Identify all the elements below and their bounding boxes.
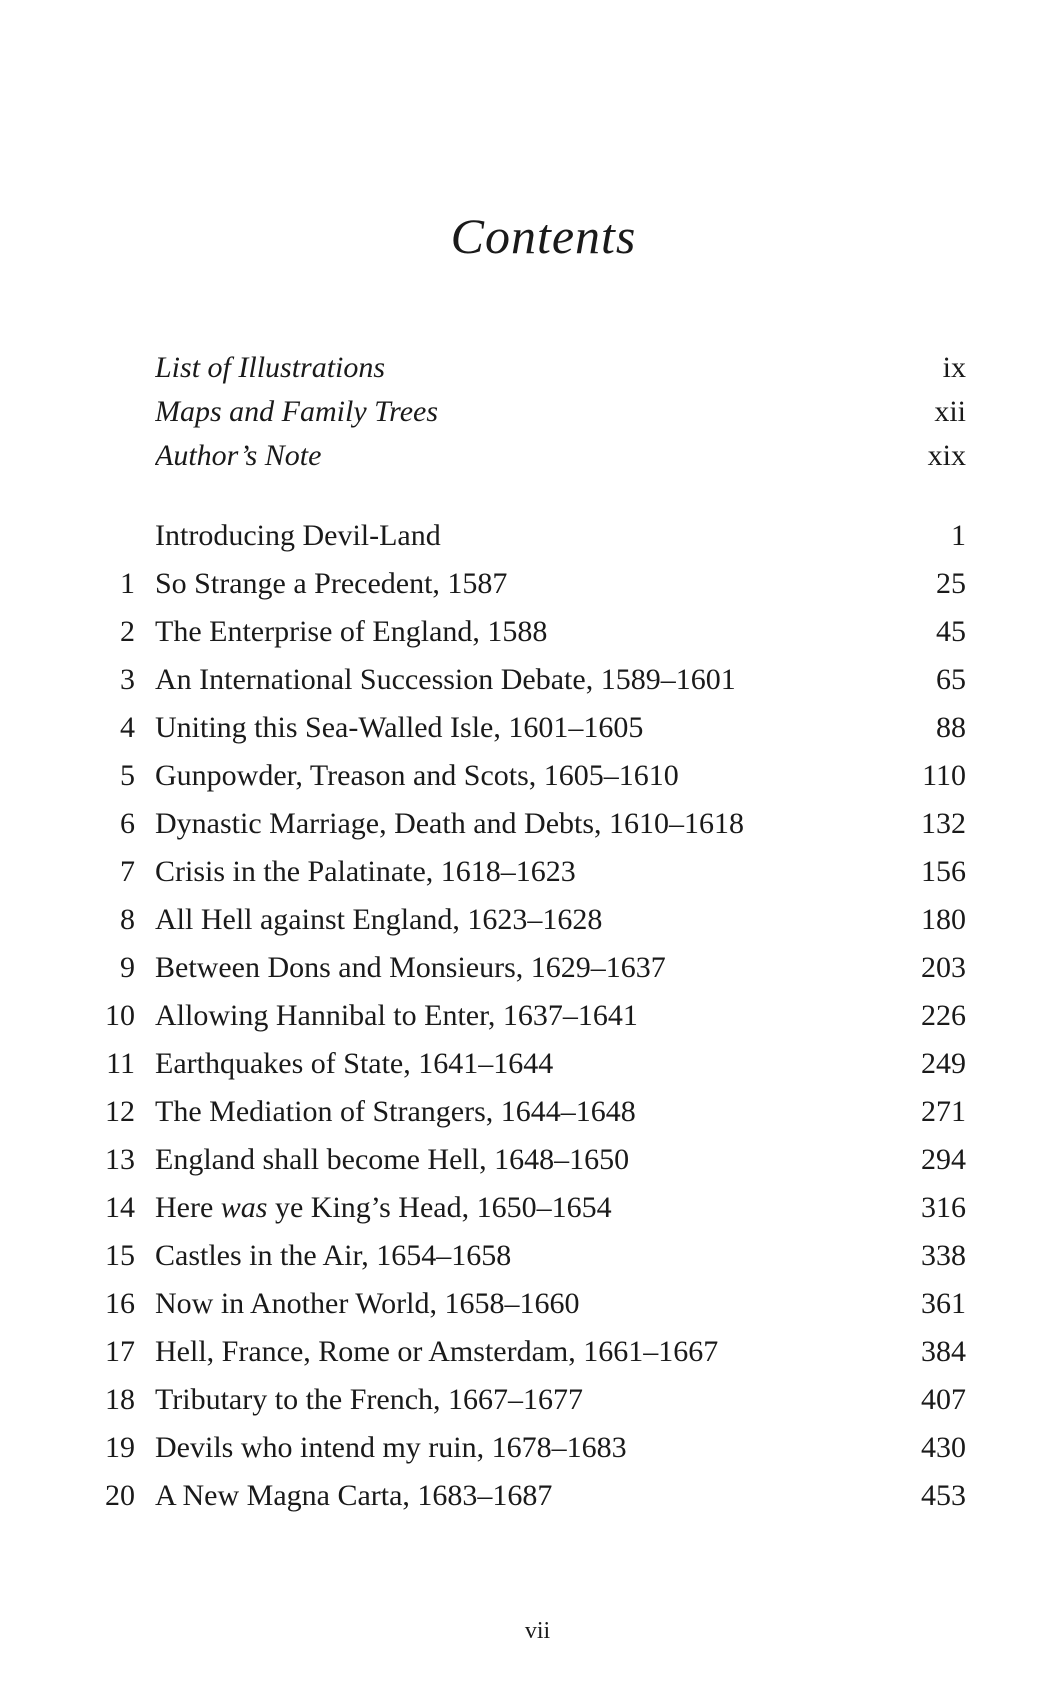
chapter-page-number: 338 <box>921 1239 966 1272</box>
chapter-page-number: 430 <box>921 1431 966 1464</box>
chapter-page-number: 180 <box>921 903 966 936</box>
chapter-title: Crisis in the Palatinate, 1618–1623 <box>155 855 576 888</box>
chapter-number: 19 <box>105 1431 135 1464</box>
chapter-page-number: 1 <box>951 519 966 552</box>
chapter-list <box>92 512 966 1520</box>
chapter-number: 14 <box>105 1191 135 1224</box>
chapter-number: 9 <box>120 951 135 984</box>
toc-chapter-row <box>92 1472 966 1520</box>
chapter-number: 18 <box>105 1383 135 1416</box>
toc-chapter-row <box>92 512 966 560</box>
chapter-title: A New Magna Carta, 1683–1687 <box>155 1479 553 1512</box>
toc-chapter-row <box>92 896 966 944</box>
chapter-title: Here was ye King’s Head, 1650–1654 <box>155 1191 612 1224</box>
toc-chapter-row <box>92 608 966 656</box>
chapter-title: Tributary to the French, 1667–1677 <box>155 1383 584 1416</box>
folio-page-number: vii <box>524 1618 551 1644</box>
chapter-title: Castles in the Air, 1654–1658 <box>155 1239 512 1272</box>
chapter-page-number: 156 <box>921 855 966 888</box>
chapter-number: 7 <box>120 855 135 888</box>
chapter-page-number: 88 <box>936 711 966 744</box>
chapter-page-number: 45 <box>936 615 966 648</box>
toc-chapter-row <box>92 1424 966 1472</box>
toc-chapter-row <box>92 752 966 800</box>
toc-chapter-row <box>92 1376 966 1424</box>
front-matter-title: Author’s Note <box>155 439 322 472</box>
chapter-title: An International Succession Debate, 1589–1601 <box>155 663 736 696</box>
chapter-title: The Enterprise of England, 1588 <box>155 615 548 648</box>
front-matter-list <box>92 346 966 478</box>
chapter-title: Earthquakes of State, 1641–1644 <box>155 1047 554 1080</box>
toc-chapter-row <box>92 800 966 848</box>
toc-chapter-row <box>92 848 966 896</box>
chapter-page-number: 110 <box>922 759 966 792</box>
chapter-title: Now in Another World, 1658–1660 <box>155 1287 580 1320</box>
chapter-number: 8 <box>120 903 135 936</box>
chapter-number: 1 <box>120 567 135 600</box>
page-title: Contents <box>450 208 637 264</box>
chapter-title: The Mediation of Strangers, 1644–1648 <box>155 1095 636 1128</box>
front-matter-page-number: xix <box>927 439 966 472</box>
chapter-title: Introducing Devil-Land <box>155 519 441 552</box>
front-matter-page-number: xii <box>934 395 966 428</box>
chapter-number: 11 <box>106 1047 135 1080</box>
chapter-number: 20 <box>105 1479 135 1512</box>
chapter-number: 5 <box>120 759 135 792</box>
chapter-page-number: 271 <box>921 1095 966 1128</box>
chapter-title: Hell, France, Rome or Amsterdam, 1661–1667 <box>155 1335 719 1368</box>
toc-chapter-row <box>92 560 966 608</box>
chapter-number: 16 <box>105 1287 135 1320</box>
chapter-number: 6 <box>120 807 135 840</box>
toc-chapter-row <box>92 1232 966 1280</box>
chapter-number: 3 <box>120 663 135 696</box>
toc-chapter-row <box>92 1328 966 1376</box>
chapter-page-number: 407 <box>921 1383 966 1416</box>
front-matter-row <box>92 390 966 434</box>
chapter-title: Dynastic Marriage, Death and Debts, 1610–1618 <box>155 807 745 840</box>
chapter-title: Between Dons and Monsieurs, 1629–1637 <box>155 951 666 984</box>
toc-chapter-row <box>92 1184 966 1232</box>
chapter-page-number: 294 <box>921 1143 966 1176</box>
chapter-page-number: 25 <box>936 567 966 600</box>
chapter-title: Gunpowder, Treason and Scots, 1605–1610 <box>155 759 679 792</box>
chapter-page-number: 226 <box>921 999 966 1032</box>
chapter-page-number: 316 <box>921 1191 966 1224</box>
chapter-title: All Hell against England, 1623–1628 <box>155 903 603 936</box>
front-matter-page-number: ix <box>942 351 966 384</box>
front-matter-row <box>92 434 966 478</box>
chapter-number: 2 <box>120 615 135 648</box>
chapter-page-number: 65 <box>936 663 966 696</box>
chapter-title: Devils who intend my ruin, 1678–1683 <box>155 1431 627 1464</box>
chapter-title: Allowing Hannibal to Enter, 1637–1641 <box>155 999 638 1032</box>
chapter-number: 10 <box>105 999 135 1032</box>
toc-chapter-row <box>92 1040 966 1088</box>
toc-chapter-row <box>92 656 966 704</box>
chapter-number: 17 <box>105 1335 135 1368</box>
toc-chapter-row <box>92 944 966 992</box>
chapter-title: Uniting this Sea-Walled Isle, 1601–1605 <box>155 711 644 744</box>
chapter-title: So Strange a Precedent, 1587 <box>155 567 508 600</box>
chapter-page-number: 361 <box>921 1287 966 1320</box>
toc-chapter-row <box>92 992 966 1040</box>
toc-chapter-row <box>92 1088 966 1136</box>
chapter-page-number: 203 <box>921 951 966 984</box>
toc-chapter-row <box>92 1280 966 1328</box>
chapter-number: 12 <box>105 1095 135 1128</box>
chapter-number: 15 <box>105 1239 135 1272</box>
front-matter-title: List of Illustrations <box>155 351 386 384</box>
chapter-number: 4 <box>120 711 135 744</box>
chapter-number: 13 <box>105 1143 135 1176</box>
chapter-page-number: 384 <box>921 1335 966 1368</box>
front-matter-row <box>92 346 966 390</box>
chapter-page-number: 249 <box>921 1047 966 1080</box>
toc-chapter-row <box>92 704 966 752</box>
front-matter-title: Maps and Family Trees <box>155 395 439 428</box>
chapter-title: England shall become Hell, 1648–1650 <box>155 1143 630 1176</box>
chapter-page-number: 132 <box>921 807 966 840</box>
toc-chapter-row <box>92 1136 966 1184</box>
chapter-page-number: 453 <box>921 1479 966 1512</box>
